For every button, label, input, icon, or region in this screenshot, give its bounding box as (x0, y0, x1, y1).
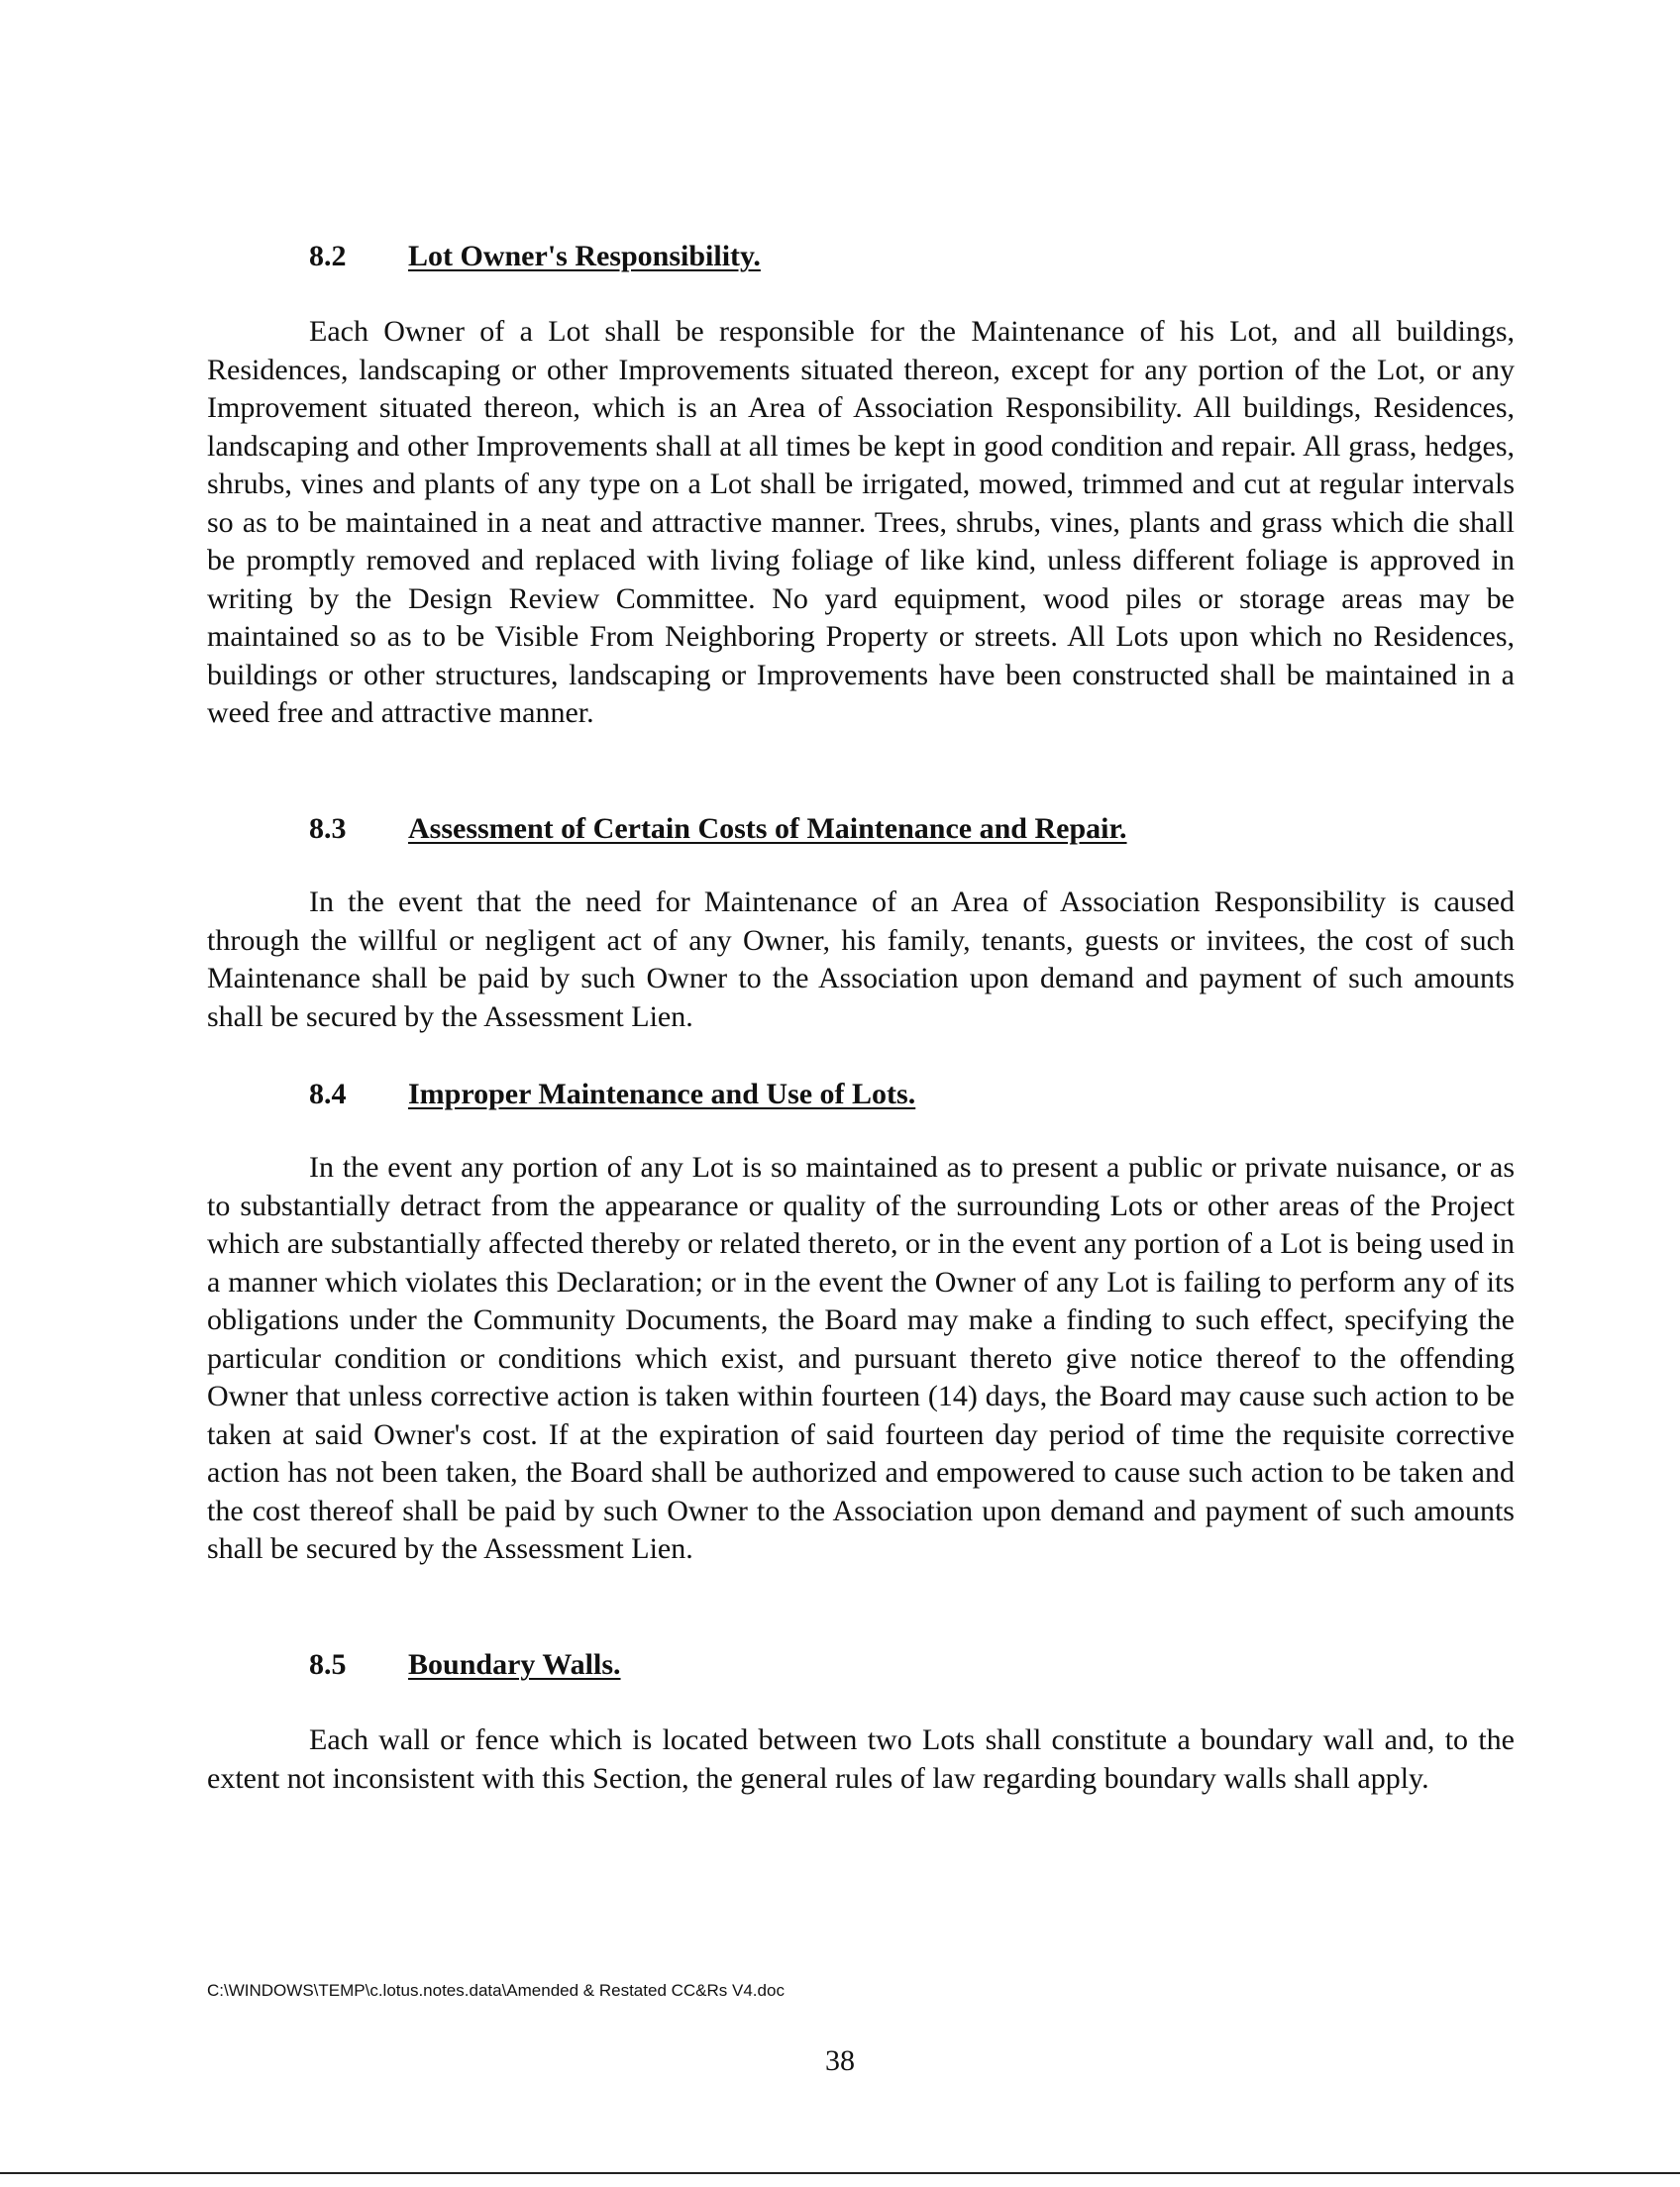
section-body-8-3: In the event that the need for Maintenance of an Area of Association Responsibility is caused through the willful or negligent act of any Owner, his family, tenants, guests or invitees, the cost of such Maintenance shall be paid by such Owner to the Association upon demand and payment of such amounts shall be secured by the Assessment Lien. (207, 885, 1515, 1033)
section-body-8-5: Each wall or fence which is located between two Lots shall constitute a boundary wall and, to the extent not inconsistent with this Section, the general rules of law regarding boundary walls shall apply. (207, 1723, 1515, 1795)
section-number: 8.4 (309, 1078, 347, 1110)
section-title: Improper Maintenance and Use of Lots. (408, 1078, 916, 1110)
section-number: 8.2 (309, 240, 347, 272)
section-heading-8-2 (309, 240, 761, 273)
section-title: Lot Owner's Responsibility. (408, 240, 761, 272)
section-heading-8-4 (309, 1078, 915, 1111)
section-body-8-4: In the event any portion of any Lot is so maintained as to present a public or private nuisance, or as to substantially detract from the appearance or quality of the surrounding Lots or other areas of the Project which are substantially affected thereby or related thereto, or in the event any portion of a Lot is being used in a manner which violates this Declaration; or in the event the Owner of any Lot is failing to perform any of its obligations under the Community Documents, the Board may make a finding to such effect, specifying the particular condition or conditions which exist, and pursuant thereto give notice thereof to the offending Owner that unless corrective action is taken within fourteen (14) days, the Board may cause such action to be taken at said Owner's cost. If at the expiration of said fourteen day period of time the requisite corrective action has not been taken, the Board shall be authorized and empowered to cause such action to be taken and the cost thereof shall be paid by such Owner to the Association upon demand and payment of such amounts shall be secured by the Assessment Lien. (207, 1151, 1515, 1565)
section-number: 8.5 (309, 1648, 347, 1681)
section-body-8-2: Each Owner of a Lot shall be responsible for the Maintenance of his Lot, and all buildings, Residences, landscaping or other Improvements situated thereon, except for any portion of the Lot, or any Improvement situated thereon, which is an Area of Association Responsibility. All buildings, Residences, landscaping and other Improvements shall at all times be kept in good condition and repair. All grass, hedges, shrubs, vines and plants of any type on a Lot shall be irrigated, mowed, trimmed and cut at regular intervals so as to be maintained in a neat and attractive manner. Trees, shrubs, vines, plants and grass which die shall be promptly removed and replaced with living foliage of like kind, unless different foliage is approved in writing by the Design Review Committee. No yard equipment, wood piles or storage areas may be maintained so as to be Visible From Neighboring Property or streets. All Lots upon which no Residences, buildings or other structures, landscaping or Improvements have been constructed shall be maintained in a weed free and attractive manner. (207, 315, 1515, 729)
footer-file-path: C:\WINDOWS\TEMP\c.lotus.notes.data\Amended & Restated CC&Rs V4.doc (207, 1981, 785, 2000)
bottom-rule (0, 2172, 1680, 2174)
section-number: 8.3 (309, 812, 347, 845)
page-number: 38 (825, 2044, 855, 2077)
section-heading-8-5 (309, 1648, 621, 1682)
section-heading-8-3 (309, 812, 1127, 846)
section-title: Boundary Walls. (408, 1648, 621, 1681)
section-title: Assessment of Certain Costs of Maintenance and Repair. (408, 812, 1127, 845)
